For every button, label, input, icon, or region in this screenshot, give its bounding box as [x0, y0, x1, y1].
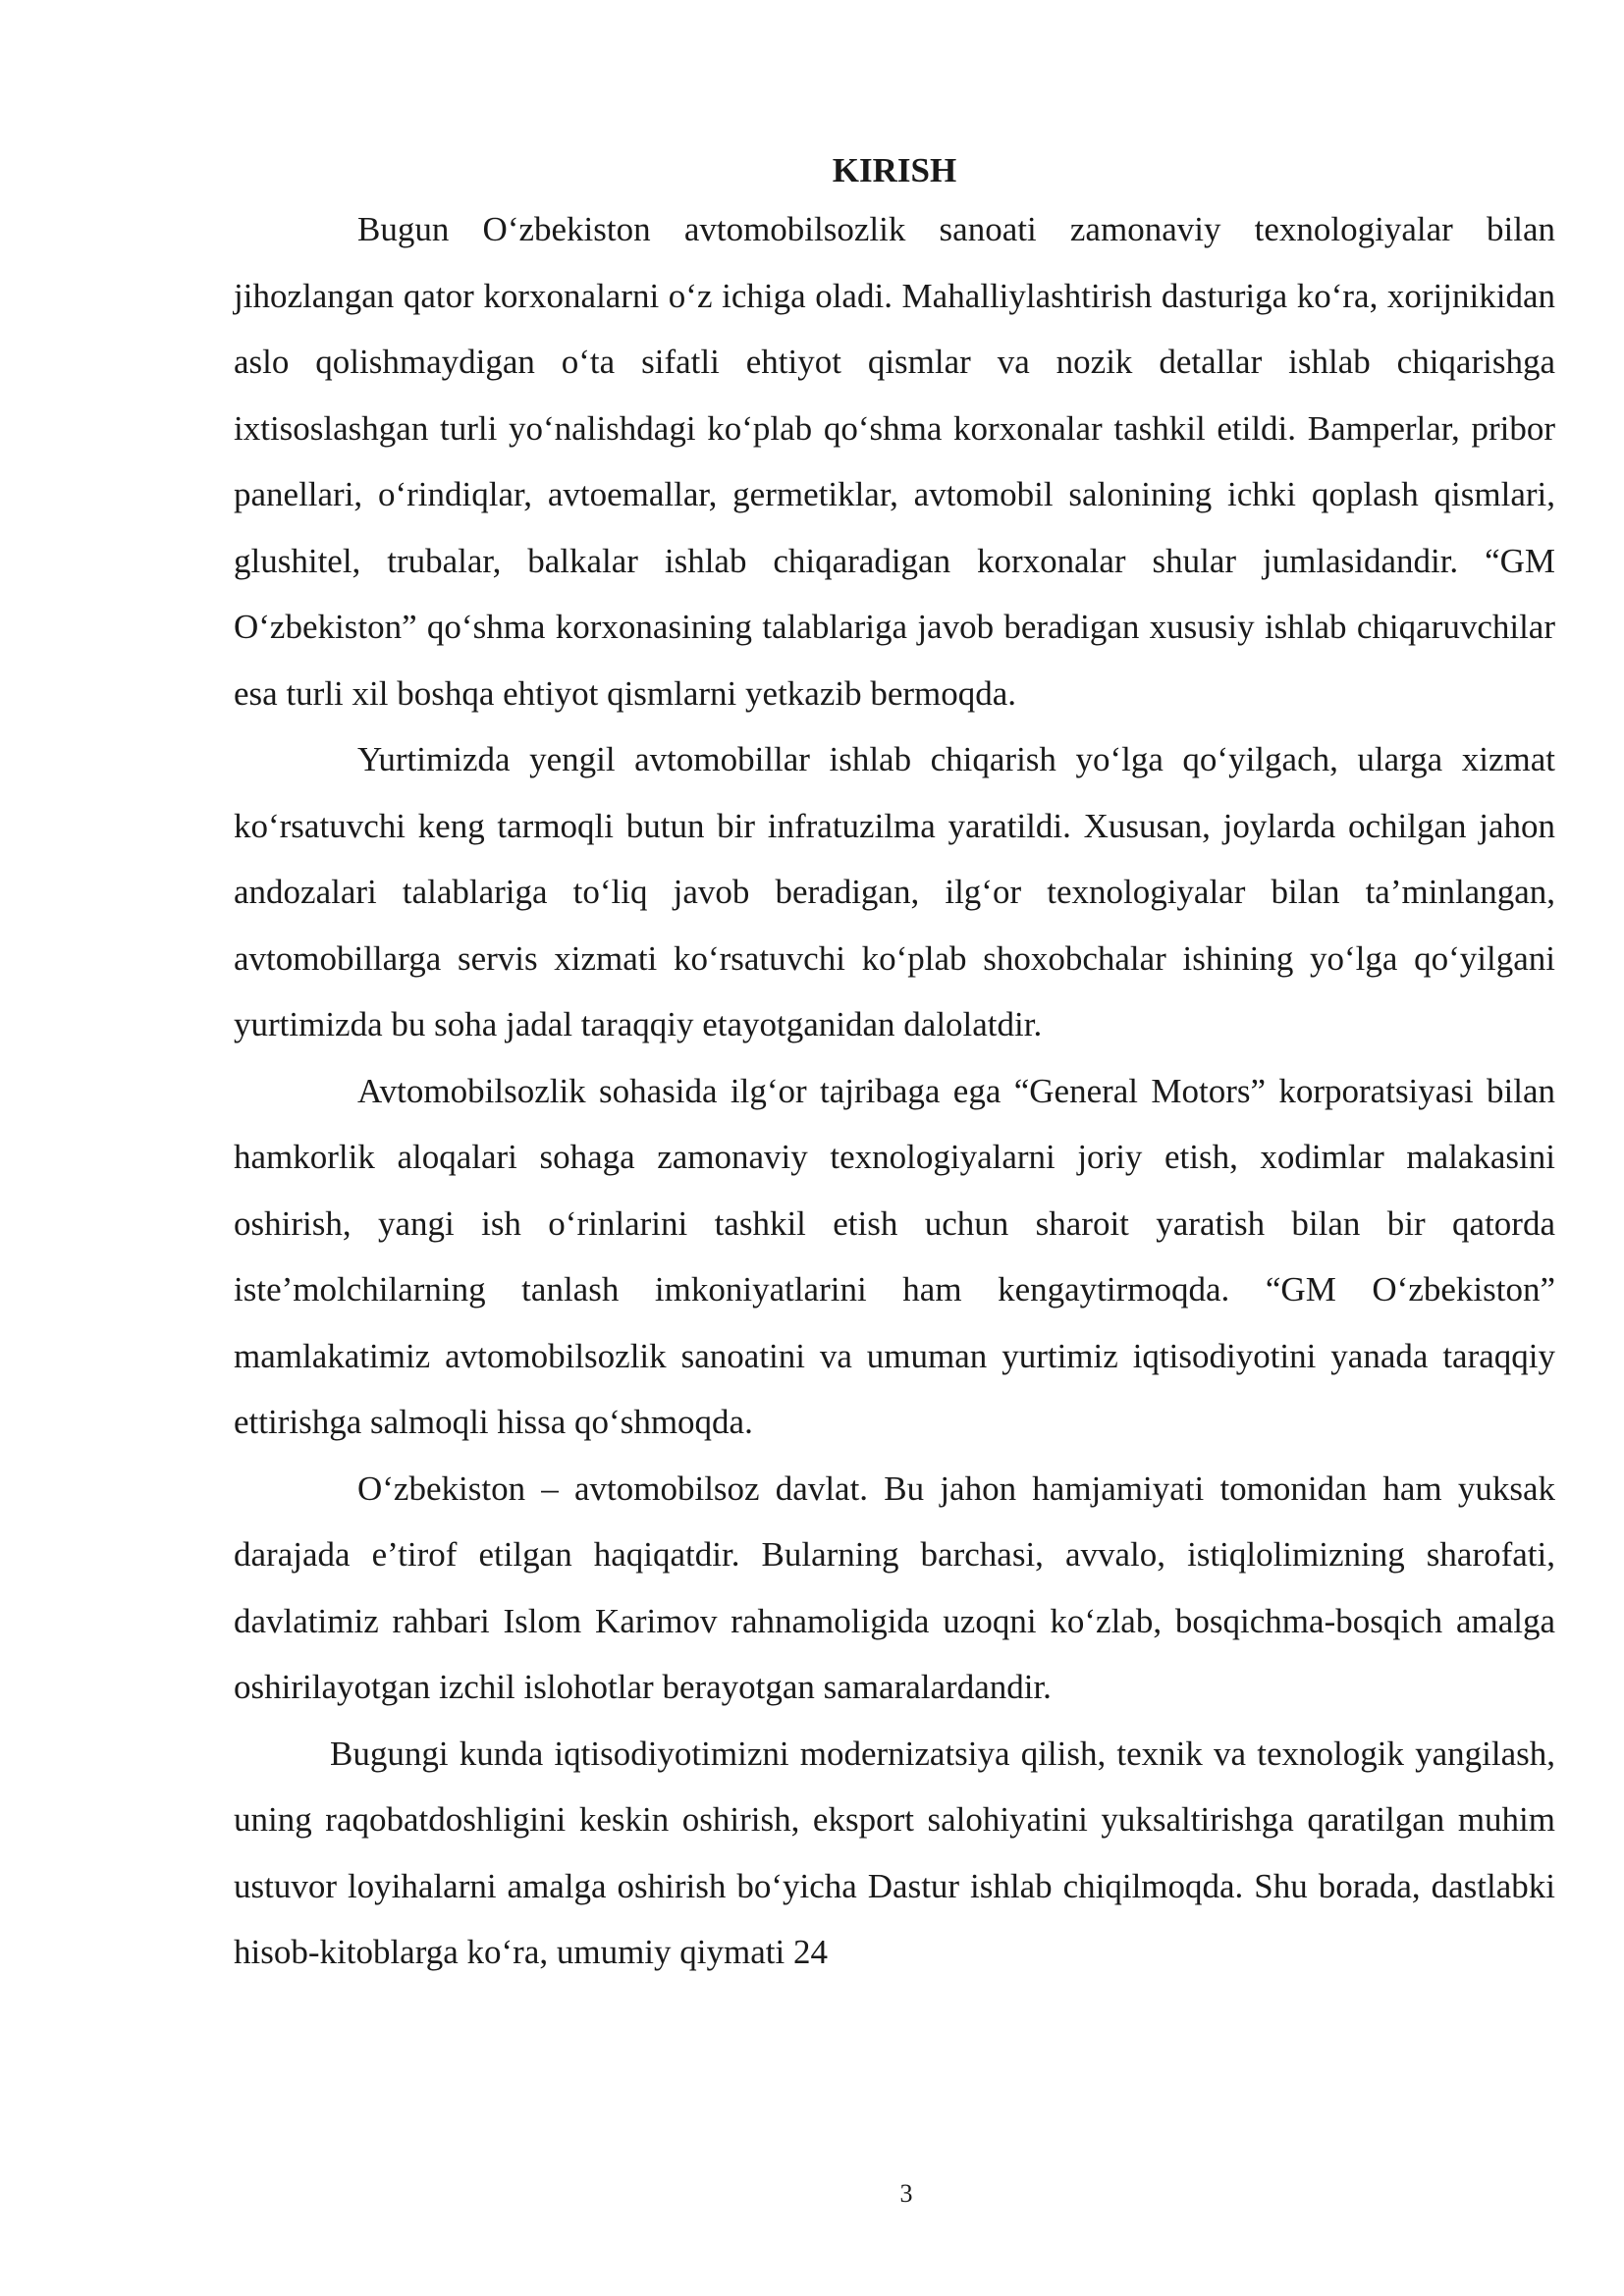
page-title: KIRISH [832, 151, 957, 189]
page-number: 3 [899, 2179, 913, 2208]
document-page [234, 149, 1555, 1986]
paragraph-1: Bugun O‘zbekiston avtomobilsozlik sanoati zamonaviy texnologiyalar bilan jihozlangan qator korxonalarni o‘z ichiga oladi. Mahalliylashtirish dasturiga ko‘ra, xorijnikidan aslo qolishmaydigan o‘ta sifatli ehtiyot qismlar va nozik detallar ishlab chiqarishga ixtisoslashgan turli yo‘nalishdagi ko‘plab qo‘shma korxonalar tashkil etildi. Bamperlar, pribor panellari, o‘rindiqlar, avtoemallar, germetiklar, avtomobil salonining ichki qoplash qismlari, glushitel, trubalar, balkalar ishlab chiqaradigan korxonalar shular jumlasidandir. “GM O‘zbekiston” qo‘shma korxonasining talablariga javob beradigan xususiy ishlab chiqaruvchilar esa turli xil boshqa ehtiyot qismlarni yetkazib bermoqda. [234, 210, 1555, 713]
paragraph-3: Avtomobilsozlik sohasida ilg‘or tajribaga ega “General Motors” korporatsiyasi bilan hamkorlik aloqalari sohaga zamonaviy texnologiyalarni joriy etish, xodimlar malakasini oshirish, yangi ish o‘rinlarini tashkil etish uchun sharoit yaratish bilan bir qatorda iste’molchilarning tanlash imkoniyatlarini ham kengaytirmoqda. “GM O‘zbekiston” mamlakatimiz avtomobilsozlik sanoatini va umuman yurtimiz iqtisodiyotini yanada taraqqiy ettirishga salmoqli hissa qo‘shmoqda. [234, 1071, 1555, 1441]
paragraph-4: O‘zbekiston – avtomobilsoz davlat. Bu jahon hamjamiyati tomonidan ham yuksak darajada e’tirof etilgan haqiqatdir. Bularning barchasi, avvalo, istiqlolimizning sharofati, davlatimiz rahbari Islom Karimov rahnamoligida uzoqni ko‘zlab, bosqichma-bosqich amalga oshirilayotgan izchil islohotlar berayotgan samaralardandir. [234, 1468, 1555, 1706]
paragraph-2: Yurtimizda yengil avtomobillar ishlab chiqarish yo‘lga qo‘yilgach, ularga xizmat ko‘rsatuvchi keng tarmoqli butun bir infratuzilma yaratildi. Xususan, joylarda ochilgan jahon andozalari talablariga to‘liq javob beradigan, ilg‘or texnologiyalar bilan ta’minlangan, avtomobillarga servis xizmati ko‘rsatuvchi ko‘plab shoxobchalar ishining yo‘lga qo‘yilgani yurtimizda bu soha jadal taraqqiy etayotganidan dalolatdir. [234, 740, 1555, 1043]
paragraph-5: Bugungi kunda iqtisodiyotimizni modernizatsiya qilish, texnik va texnologik yangilash, uning raqobatdoshligini keskin oshirish, eksport salohiyatini yuksaltirishga qaratilgan muhim ustuvor loyihalarni amalga oshirish bo‘yicha Dastur ishlab chiqilmoqda. Shu borada, dastlabki hisob-kitoblarga ko‘ra, umumiy qiymati 24 [234, 1734, 1555, 1971]
